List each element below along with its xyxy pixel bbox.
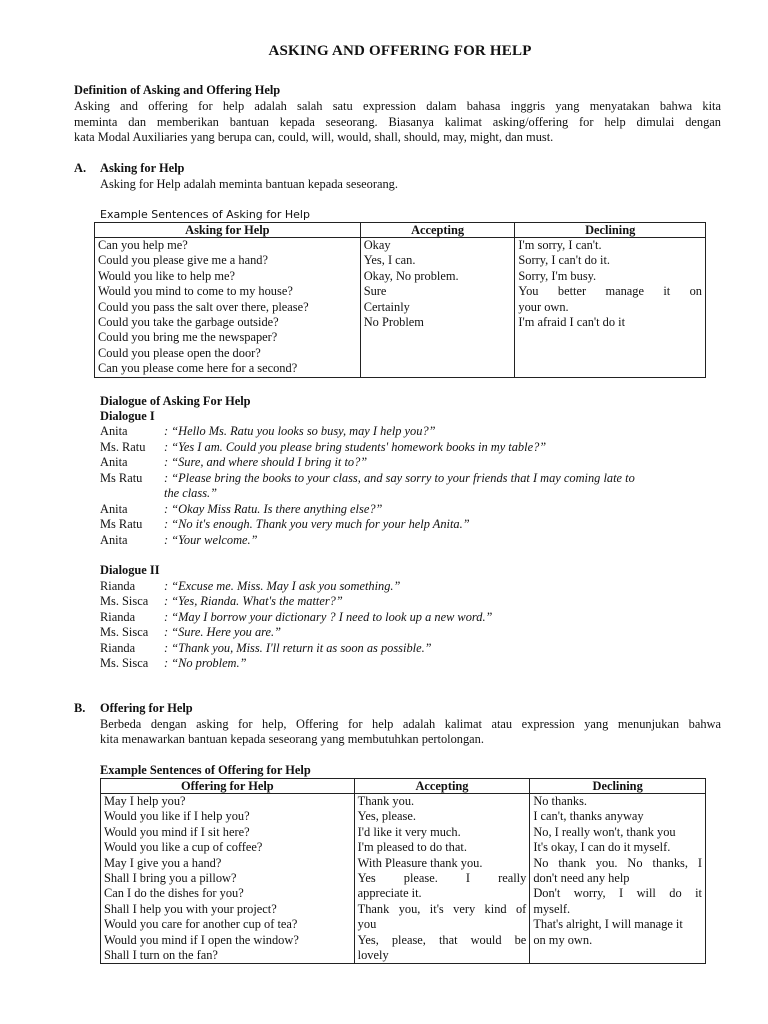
list-item: Shall I help you with your project? xyxy=(104,901,277,916)
utterance: : “Hello Ms. Ratu you looks so busy, may I help you?” xyxy=(164,424,436,438)
utterance: : “Your welcome.” xyxy=(164,532,258,547)
list-item: on my own. xyxy=(533,932,593,947)
offering-table-header-offering: Offering for Help xyxy=(101,779,355,794)
dialogue-line xyxy=(100,641,432,656)
dialogue-line xyxy=(100,656,247,671)
list-item: Could you please give me a hand? xyxy=(98,253,268,268)
dialogue-line xyxy=(100,502,382,517)
offering-table-header-declining: Declining xyxy=(530,779,706,794)
utterance: : “Sure, and where should I bring it to?” xyxy=(164,455,368,469)
list-item: I'm pleased to do that. xyxy=(357,840,467,855)
speaker: Anita xyxy=(100,501,128,516)
list-item: It's okay, I can do it myself. xyxy=(533,840,671,855)
list-item: May I help you? xyxy=(104,794,186,808)
definition-line-3: kata Modal Auxiliaries yang berupa can, could, will, would, shall, should, may, might, dan must. xyxy=(74,130,554,144)
speaker: Rianda xyxy=(100,640,136,655)
speaker: Rianda xyxy=(100,609,136,624)
offering-column xyxy=(101,794,355,964)
utterance: : “No it's enough. Thank you very much for your help Anita.” xyxy=(164,517,470,531)
asking-declining-column xyxy=(515,238,706,378)
list-item: No thank you. No thanks, I xyxy=(533,855,702,870)
list-item: Can you help me? xyxy=(98,238,188,252)
utterance: : “Sure. Here you are.” xyxy=(164,625,282,639)
list-item: No, I really won't, thank you xyxy=(533,824,676,839)
section-b-letter: B. xyxy=(74,701,86,715)
section-b-line-2: kita menawarkan bantuan kepada seseorang yang membutuhkan pertolongan. xyxy=(100,732,484,746)
utterance: : “Yes, Rianda. What's the matter?” xyxy=(164,594,343,608)
list-item: Could you take the garbage outside? xyxy=(98,315,279,330)
utterance: the class.” xyxy=(164,486,218,500)
dialogue-line xyxy=(100,533,258,548)
dialogue-line xyxy=(100,579,400,594)
list-item: Certainly xyxy=(363,299,410,314)
dialogue-heading: Dialogue of Asking For Help xyxy=(100,394,251,408)
list-item: Can I do the dishes for you? xyxy=(104,886,244,901)
section-b-heading: Offering for Help xyxy=(100,701,193,715)
list-item: Sure xyxy=(363,284,387,299)
section-a-letter: A. xyxy=(74,161,87,175)
speaker: Ms. Ratu xyxy=(100,439,146,454)
asking-table xyxy=(94,222,706,378)
dialogue-line xyxy=(100,486,217,501)
list-item: With Pleasure thank you. xyxy=(357,855,483,870)
list-item: Would you mind if I open the window? xyxy=(104,932,299,947)
utterance: : “Thank you, Miss. I'll return it as soon as possible.” xyxy=(164,640,432,655)
dialogue-line xyxy=(100,594,343,609)
list-item: Sorry, I can't do it. xyxy=(518,253,610,268)
dialogue-line xyxy=(100,455,367,470)
list-item: you xyxy=(357,917,377,932)
list-item: Shall I bring you a pillow? xyxy=(104,871,237,886)
definition-heading: Definition of Asking and Offering Help xyxy=(74,83,281,97)
asking-table-caption: Example Sentences of Asking for Help xyxy=(100,208,310,221)
dialogue-line xyxy=(100,625,281,640)
offering-table xyxy=(100,778,706,964)
utterance: : “May I borrow your dictionary ? I need to look up a new word.” xyxy=(164,609,493,624)
offering-table-caption: Example Sentences of Offering for Help xyxy=(100,763,311,777)
list-item: Could you pass the salt over there, please? xyxy=(98,299,309,314)
speaker: Ms. Sisca xyxy=(100,594,149,608)
page-title: ASKING AND OFFERING FOR HELP xyxy=(268,43,532,59)
list-item: Thank you. xyxy=(357,794,415,808)
list-item: Would you mind to come to my house? xyxy=(98,284,293,299)
list-item: May I give you a hand? xyxy=(104,855,222,870)
definition-line-2: meminta dan memberikan bantuan kepada seseorang. Biasanya kalimat asking/offering for help dimulai dengan xyxy=(74,114,721,129)
offering-declining-column xyxy=(530,794,706,964)
utterance: : “Please bring the books to your class, and say sorry to your friends that I may coming late to xyxy=(164,470,635,485)
list-item: don't need any help xyxy=(533,871,630,886)
list-item: Would you like to help me? xyxy=(98,268,235,283)
list-item: your own. xyxy=(518,299,569,314)
speaker: Anita xyxy=(100,455,128,469)
list-item: Would you care for another cup of tea? xyxy=(104,917,298,932)
list-item: I'm sorry, I can't. xyxy=(518,238,602,252)
speaker: Ms. Sisca xyxy=(100,625,149,639)
asking-table-header-declining: Declining xyxy=(515,223,706,238)
dialogue-1-title: Dialogue I xyxy=(100,409,155,423)
dialogue-line xyxy=(100,517,470,532)
asking-table-header-accepting: Accepting xyxy=(360,223,515,238)
list-item: Yes please. I really xyxy=(357,871,527,886)
list-item: You better manage it on xyxy=(518,284,702,299)
list-item: No thanks. xyxy=(533,794,588,808)
utterance: : “Okay Miss Ratu. Is there anything else?” xyxy=(164,501,383,516)
dialogue-line xyxy=(100,610,492,625)
list-item: lovely xyxy=(357,948,389,963)
list-item: Would you like if I help you? xyxy=(104,809,250,824)
list-item: That's alright, I will manage it xyxy=(533,917,683,932)
list-item: Could you bring me the newspaper? xyxy=(98,330,278,345)
list-item: Would you mind if I sit here? xyxy=(104,824,250,839)
dialogue-line xyxy=(100,440,546,455)
speaker: Anita xyxy=(100,532,128,547)
speaker: Ms. Sisca xyxy=(100,656,149,670)
list-item: Can you please come here for a second? xyxy=(98,361,298,376)
list-item: appreciate it. xyxy=(357,886,422,901)
section-a-text: Asking for Help adalah meminta bantuan kepada seseorang. xyxy=(100,176,398,191)
section-b-line-1: Berbeda dengan asking for help, Offering for help adalah kalimat atau expression yang menunjukan bahwa xyxy=(100,716,721,731)
list-item: Okay, No problem. xyxy=(363,268,459,283)
offering-table-header-accepting: Accepting xyxy=(354,779,530,794)
dialogue-line xyxy=(100,471,635,486)
asking-column xyxy=(95,238,361,378)
utterance: : “Excuse me. Miss. May I ask you something.” xyxy=(164,578,401,593)
list-item: Shall I turn on the fan? xyxy=(104,948,218,963)
dialogue-line xyxy=(100,424,436,439)
list-item: I can't, thanks anyway xyxy=(533,809,644,824)
list-item: Yes, please. xyxy=(357,809,416,824)
dialogue-2-title: Dialogue II xyxy=(100,563,160,577)
list-item: Okay xyxy=(363,238,391,252)
utterance: : “Yes I am. Could you please bring students' homework books in my table?” xyxy=(164,439,547,454)
asking-table-header-asking: Asking for Help xyxy=(95,223,361,238)
definition-line-1: Asking and offering for help adalah salah satu expression dalam bahasa inggris yang menyatakan bahwa kita xyxy=(74,99,721,113)
section-a-heading: Asking for Help xyxy=(100,161,185,175)
list-item: Could you please open the door? xyxy=(98,345,261,360)
list-item: No Problem xyxy=(363,315,424,330)
asking-accepting-column xyxy=(360,238,515,378)
speaker: Rianda xyxy=(100,578,136,593)
list-item: Don't worry, I will do it xyxy=(533,886,702,901)
speaker: Ms Ratu xyxy=(100,517,143,531)
speaker: Anita xyxy=(100,424,128,438)
list-item: Sorry, I'm busy. xyxy=(518,268,597,283)
list-item: Thank you, it's very kind of xyxy=(357,901,527,916)
utterance: : “No problem.” xyxy=(164,656,247,670)
list-item: Yes, I can. xyxy=(363,253,416,268)
list-item: I'd like it very much. xyxy=(357,824,461,839)
offering-accepting-column xyxy=(354,794,530,964)
list-item: I'm afraid I can't do it xyxy=(518,315,626,330)
list-item: Would you like a cup of coffee? xyxy=(104,840,263,855)
speaker: Ms Ratu xyxy=(100,470,143,485)
list-item: Yes, please, that would be xyxy=(357,932,527,947)
list-item: myself. xyxy=(533,901,571,916)
